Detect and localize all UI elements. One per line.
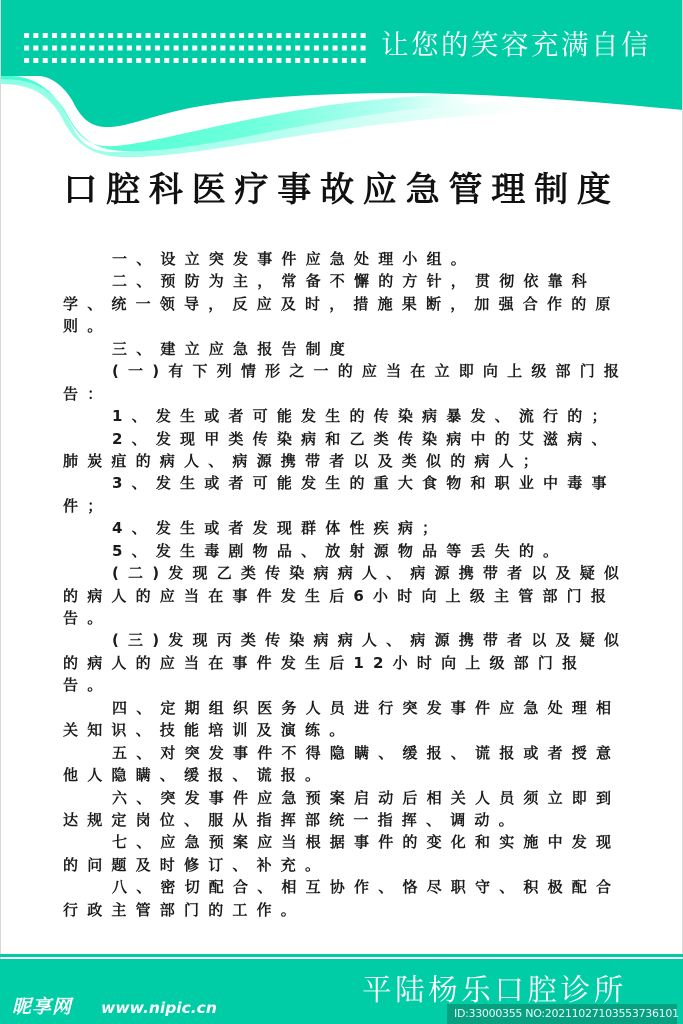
- body-line: 的病人的应当在事件发生后6小时向上级主管部门报: [63, 586, 616, 605]
- body-line: 件；: [63, 496, 112, 515]
- body-line: 告。: [63, 609, 112, 627]
- body-line: 则。: [63, 317, 112, 336]
- document-title: 口腔科医疗事故应急管理制度: [63, 170, 620, 210]
- header-banner: [0, 0, 683, 160]
- footer-divider: [0, 954, 683, 957]
- body-line: 关知识、技能培训及演练。: [63, 721, 354, 740]
- slogan-text: 让您的笑容充满自信: [381, 29, 651, 61]
- image-id-badge: ID:33000355 NO:20211027103553736101: [447, 1004, 677, 1024]
- body-line: 4、发生或者发现群体性疾病；: [112, 519, 447, 538]
- body-line: 3、发生或者可能发生的重大食物和职业中毒事: [112, 474, 616, 493]
- document-body: [63, 248, 629, 921]
- body-line: 的问题及时修订、补充。: [63, 855, 330, 874]
- body-line: (二)发现乙类传染病病人、病源携带者以及疑似: [112, 564, 629, 583]
- body-line: 告：: [63, 384, 112, 403]
- body-line: 告。: [63, 676, 112, 695]
- body-line: 肺炭疽的病人、病源携带者以及类似的病人；: [63, 451, 548, 470]
- watermark-logo: 昵享网: [12, 996, 73, 1018]
- body-line: 他人隐瞒、缓报、谎报。: [63, 766, 330, 785]
- dot-grid-icon: [24, 33, 370, 63]
- body-line: 二、预防为主，常备不懈的方针，贯彻依靠科: [112, 272, 597, 291]
- body-line: 七、应急预案应当根据事件的变化和实施中发现: [112, 833, 621, 852]
- body-line: 一、设立突发事件应急处理小组。: [112, 250, 476, 268]
- body-line: 的病人的应当在事件发生后12小时向上级部门报: [63, 653, 587, 672]
- body-line: 五、对突发事件不得隐瞒、缓报、谎报或者授意: [112, 743, 621, 762]
- body-line: 四、定期组织医务人员进行突发事件应急处理相: [112, 698, 621, 717]
- body-line: 三、建立应急报告制度: [112, 339, 355, 358]
- body-line: 学、统一领导，反应及时，措施果断，加强合作的原: [63, 294, 620, 313]
- wave-decoration-icon: [0, 0, 683, 160]
- body-line: 5、发生毒剧物品、放射源物品等丢失的。: [112, 541, 568, 560]
- body-line: 达规定岗位、服从指挥部统一指挥、调动。: [63, 810, 523, 829]
- body-line: 六、突发事件应急预案启动后相关人员须立即到: [112, 788, 621, 807]
- watermark-url: www.nipic.cn: [101, 999, 217, 1017]
- body-line: 行政主管部门的工作。: [63, 900, 306, 919]
- body-line: 2、发现甲类传染病和乙类传染病中的艾滋病、: [112, 429, 616, 448]
- body-line: 八、密切配合、相互协作、恪尽职守、积极配合: [112, 878, 621, 897]
- clinic-name: 平陆杨乐口腔诊所: [362, 973, 627, 1007]
- body-line: (一)有下列情形之一的应当在立即向上级部门报: [112, 362, 629, 381]
- body-line: (三)发现丙类传染病病人、病源携带者以及疑似: [112, 631, 629, 650]
- body-line: 1、发生或者可能发生的传染病暴发、流行的；: [112, 407, 616, 426]
